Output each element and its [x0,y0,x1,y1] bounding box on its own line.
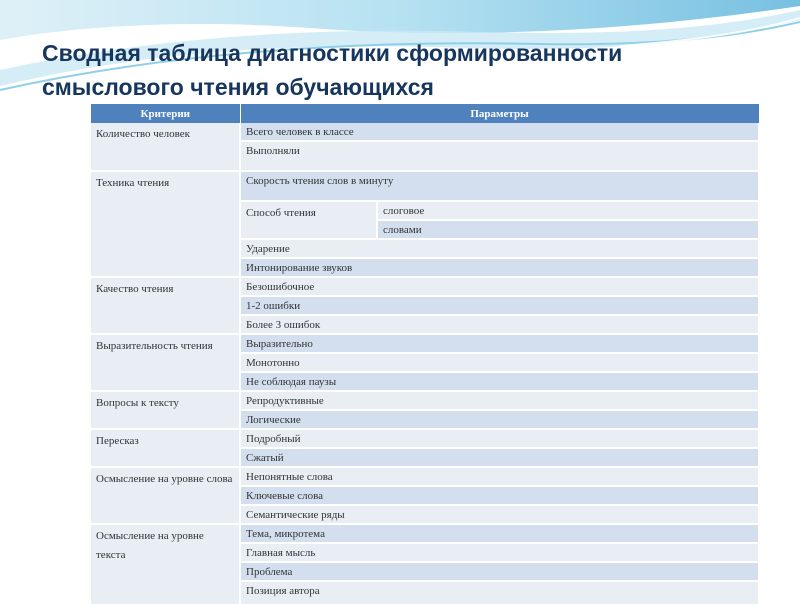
parameter-cell: Ключевые слова [240,486,759,505]
criterion-cell: Количество человек [91,123,240,171]
header-parameters: Параметры [240,104,759,123]
parameter-cell: Тема, микротема [240,524,759,543]
header-criteria: Критерии [91,104,240,123]
table-row [91,277,759,296]
criterion-cell: Осмысление на уровне текста [91,524,240,605]
parameter-cell: Главная мысль [240,543,759,562]
parameter-cell: Непонятные слова [240,467,759,486]
table-row [91,524,759,543]
table-row [91,391,759,410]
parameter-cell: Сжатый [240,448,759,467]
table-row [91,171,759,201]
parameter-cell: Проблема [240,562,759,581]
diagnostics-table [91,104,760,606]
parameter-cell: Подробный [240,429,759,448]
table-row [91,334,759,353]
criterion-cell: Пересказ [91,429,240,467]
criterion-cell: Техника чтения [91,171,240,277]
parameter-cell: Выразительно [240,334,759,353]
criterion-cell: Вопросы к тексту [91,391,240,429]
parameter-cell: Интонирование звуков [240,258,759,277]
parameter-cell: Не соблюдая паузы [240,372,759,391]
title-line-2: смыслового чтения обучающихся [42,74,434,100]
table-header-row [91,104,759,123]
parameter-cell: Репродуктивные [240,391,759,410]
parameter-subcell: слоговое [377,201,759,220]
title-line-1: Сводная таблица диагностики сформированности [42,40,623,66]
parameter-subcell: словами [377,220,759,239]
reading-method-cell: Способ чтения [240,201,377,239]
slide-title [42,36,782,104]
criterion-cell: Выразительность чтения [91,334,240,391]
parameter-cell: Скорость чтения слов в минуту [240,171,759,201]
parameter-cell: Безошибочное [240,277,759,296]
parameter-cell: Ударение [240,239,759,258]
parameter-cell: Логические [240,410,759,429]
table-row [91,467,759,486]
criterion-cell: Осмысление на уровне слова [91,467,240,524]
criterion-cell: Качество чтения [91,277,240,334]
parameter-cell: Выполняли [240,141,759,171]
parameter-cell: Монотонно [240,353,759,372]
parameter-cell: Всего человек в классе [240,123,759,141]
parameter-cell: Семантические ряды [240,505,759,524]
table-row [91,429,759,448]
parameter-cell: Позиция автора [240,581,759,605]
parameter-cell: 1-2 ошибки [240,296,759,315]
parameter-cell: Более 3 ошибок [240,315,759,334]
table-row [91,123,759,141]
